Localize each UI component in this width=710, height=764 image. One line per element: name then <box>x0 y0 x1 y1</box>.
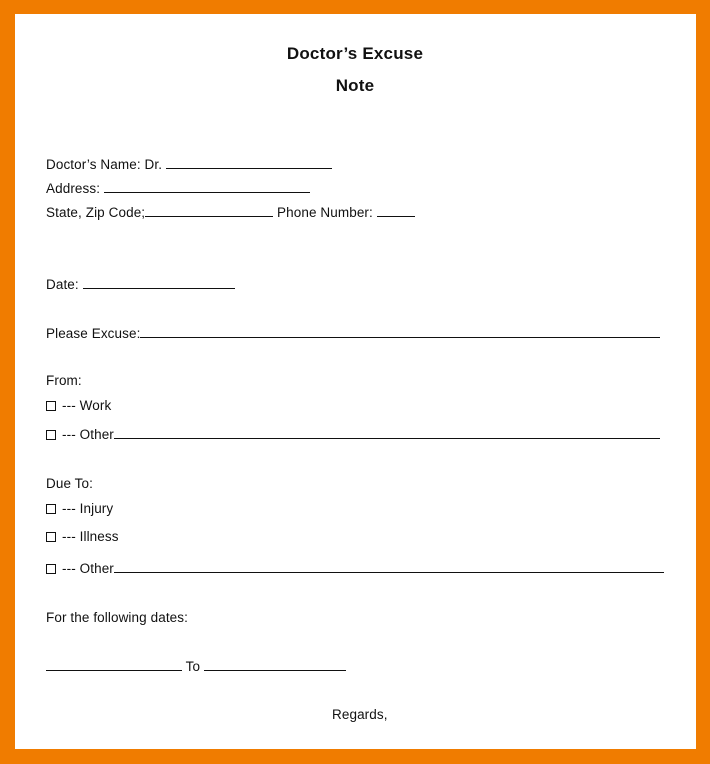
address-row <box>46 180 310 196</box>
doctor-name-row <box>46 156 332 172</box>
option-label: --- Injury <box>62 501 114 516</box>
option-label: --- Other <box>62 427 114 442</box>
from-other-field[interactable] <box>114 426 660 439</box>
doctor-name-label: Doctor’s Name: Dr. <box>46 157 163 172</box>
to-label: To <box>185 659 201 674</box>
due-other-option <box>46 560 664 576</box>
end-date-field[interactable] <box>204 658 346 671</box>
checkbox[interactable] <box>46 504 56 514</box>
state-zip-label: State, Zip Code; <box>46 205 146 220</box>
due-other-field[interactable] <box>114 560 664 573</box>
state-zip-field[interactable] <box>145 204 273 217</box>
dates-row <box>46 658 346 674</box>
address-label: Address: <box>46 181 101 196</box>
date-field[interactable] <box>83 276 235 289</box>
checkbox[interactable] <box>46 430 56 440</box>
please-excuse-field[interactable] <box>140 325 660 338</box>
due-illness-option <box>46 529 119 544</box>
closing-text: Regards, <box>332 707 388 722</box>
from-work-option <box>46 398 111 413</box>
checkbox[interactable] <box>46 401 56 411</box>
date-label: Date: <box>46 277 79 292</box>
phone-label: Phone Number: <box>277 205 373 220</box>
please-excuse-label: Please Excuse: <box>46 326 141 341</box>
please-excuse-row <box>46 325 660 341</box>
document-title: Doctor’s Excuse <box>286 44 424 63</box>
start-date-field[interactable] <box>46 658 182 671</box>
option-label: --- Other <box>62 561 114 576</box>
address-field[interactable] <box>104 180 310 193</box>
doctor-name-field[interactable] <box>166 156 332 169</box>
due-to-label: Due To: <box>46 476 93 491</box>
option-label: --- Illness <box>62 529 119 544</box>
checkbox[interactable] <box>46 564 56 574</box>
date-row <box>46 276 235 292</box>
phone-field[interactable] <box>377 204 415 217</box>
option-label: --- Work <box>62 398 112 413</box>
dates-label: For the following dates: <box>46 610 188 625</box>
from-other-option <box>46 426 660 442</box>
state-zip-row <box>46 204 415 220</box>
document-subtitle: Note <box>335 76 375 95</box>
checkbox[interactable] <box>46 532 56 542</box>
from-label: From: <box>46 373 82 388</box>
due-injury-option <box>46 501 113 516</box>
